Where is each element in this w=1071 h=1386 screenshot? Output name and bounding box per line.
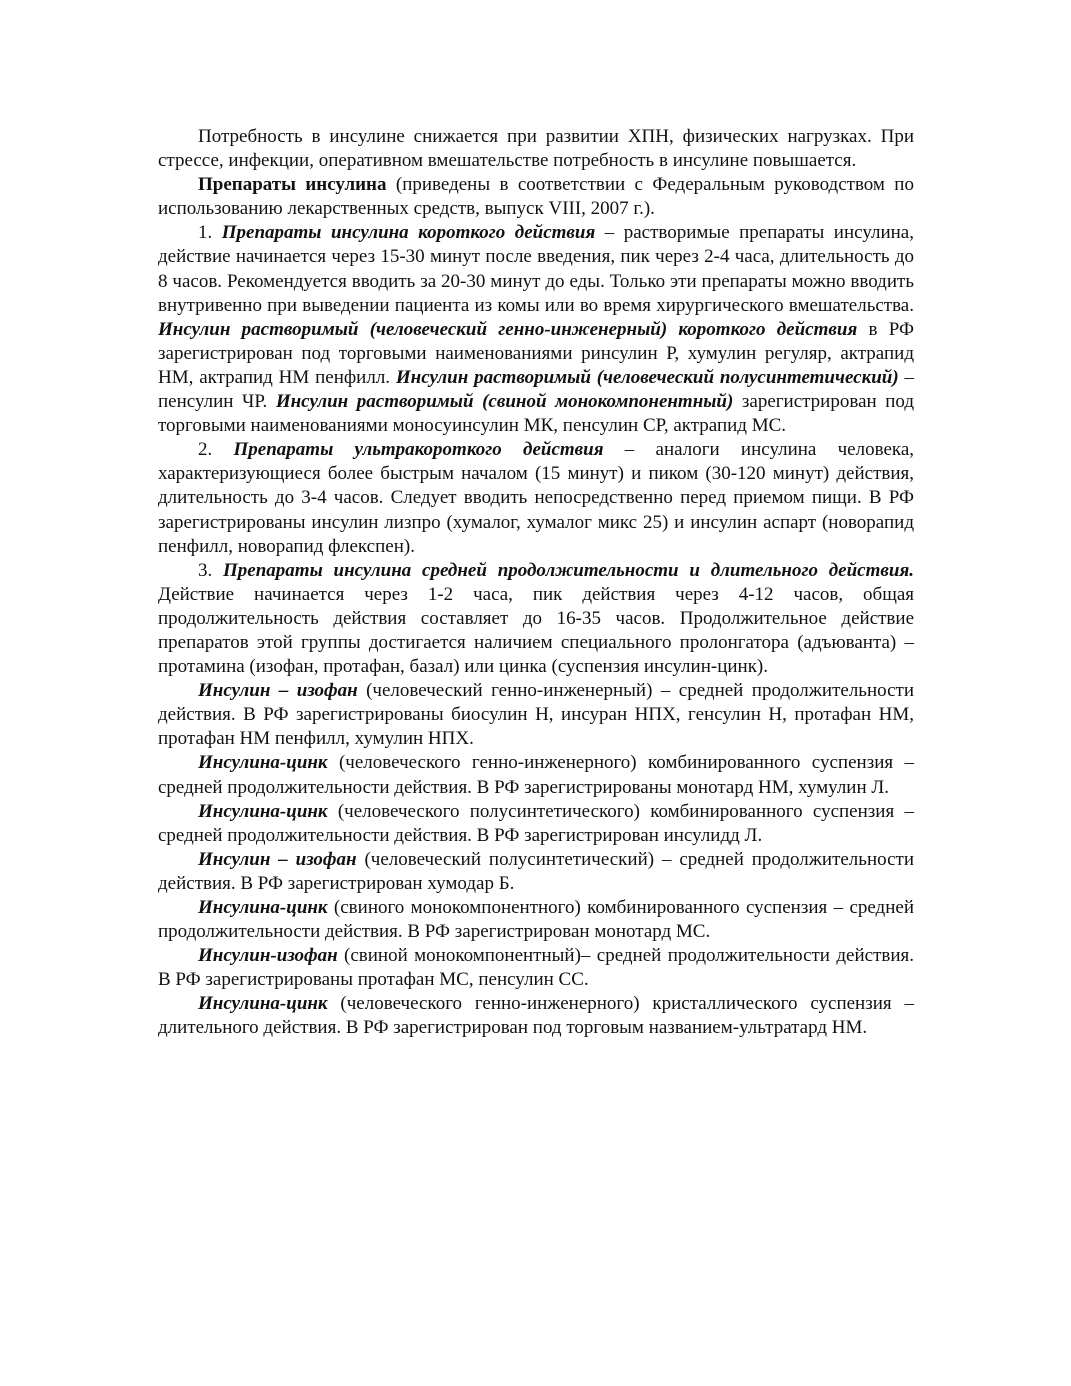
text-segment: Действие начинается через 1-2 часа, пик действия через 4-12 часов, общая продолжительность действия составляет до 16-35 часов. Продолжительное действие препаратов этой группы достигается наличием специального пролонгатора (адъюванта) – протамина (изофан, протафан, базал) или цинка (суспензия инсулин-цинк). <box>158 583 914 678</box>
paragraph-isophane-porcine <box>158 944 914 992</box>
term-insulin-isophane: Инсулин – изофан <box>198 680 358 702</box>
text-segment: – пенсулин ЧР. <box>158 366 914 413</box>
list-number: 1. <box>198 222 222 244</box>
text-segment: (свиной монокомпонентный)– средней продолжительности действия. В РФ зарегистрированы протафан МС, пенсулин СС. <box>158 945 914 991</box>
paragraph-intermediate-long-acting <box>158 559 914 679</box>
term-intermediate-long-acting: Препараты инсулина средней продолжительности и длительного действия. <box>223 559 914 581</box>
text-segment: – аналоги инсулина человека, характеризующиеся более быстрым началом (15 минут) и пиком (30-120 минут) действия, длительность до 3-4 часов. Следует вводить непосредственно перед приемом пищи. В РФ зарегистрированы инсулин лизпро (хумалог, хумалог микс 25) и инсулин аспарт (новорапид пенфилл, новорапид флекспен). <box>158 439 915 557</box>
term-short-acting: Препараты инсулина короткого действия <box>221 222 596 244</box>
text-segment: (человеческого генно-инженерного) кристаллического суспензия – длительного действия. В РФ зарегистрирован под торговым названием-ультратард НМ. <box>158 993 914 1039</box>
term-insulin-zinc: Инсулина-цинк <box>198 993 328 1015</box>
list-number: 3. <box>198 559 224 581</box>
list-number: 2. <box>198 439 234 461</box>
paragraph-short-acting <box>158 221 914 438</box>
term-insulin-isophane: Инсулин-изофан <box>198 945 338 967</box>
document-page <box>158 125 914 1041</box>
term-ultrashort-acting: Препараты ультракороткого действия <box>233 439 604 461</box>
text-segment: (человеческого генно-инженерного) комбинированного суспензия – средней продолжительности действия. В РФ зарегистрированы монотард НМ, хумулин Л. <box>158 752 914 798</box>
paragraph-zinc-human-genetic <box>158 751 914 799</box>
text-segment: (человеческого полусинтетического) комбинированного суспензия – средней продолжительности действия. В РФ зарегистрирован инсулидд Л. <box>158 800 914 846</box>
term-insulin-zinc: Инсулина-цинк <box>198 800 328 822</box>
text-segment: (приведены в соответствии с Федеральным руководством по использованию лекарственных средств, выпуск VIII, 2007 г.). <box>158 174 914 220</box>
paragraph-ultrashort-acting <box>158 438 914 558</box>
paragraph-isophane-human-semisynthetic <box>158 848 914 896</box>
heading-insulin-preparations: Препараты инсулина <box>198 174 387 196</box>
text-segment: – растворимые препараты инсулина, действие начинается через 15-30 минут после введения, пик через 2-4 часа, длительность до 8 часов. Рекомендуется вводить за 20-30 минут до еды. Только эти препараты можно вводить внутривенно при выведении пациента из комы или во время хирургического вмешательства. <box>158 222 914 316</box>
text-segment: (человеческий генно-инженерный) – средней продолжительности действия. В РФ зарегистрированы биосулин Н, инсуран НПХ, генсулин Н, протафан НМ, протафан НМ пенфилл, хумулин НПХ. <box>158 680 915 750</box>
text-segment: Потребность в инсулине снижается при развитии ХПН, физических нагрузках. При стрессе, инфекции, оперативном вмешательстве потребность в инсулине повышается. <box>158 126 914 172</box>
term-insulin-zinc: Инсулина-цинк <box>198 752 328 774</box>
term-soluble-human-semisynthetic: Инсулин растворимый (человеческий полусинтетический) <box>395 366 899 388</box>
paragraph-zinc-human-semisynthetic <box>158 800 914 848</box>
term-insulin-zinc: Инсулина-цинк <box>198 897 328 918</box>
paragraph-insulin-need <box>158 125 914 173</box>
paragraph-insulin-preparations-intro <box>158 173 914 221</box>
term-soluble-porcine: Инсулин растворимый (свиной монокомпонентный) <box>275 391 734 413</box>
term-insulin-isophane: Инсулин – изофан <box>198 848 357 870</box>
text-segment: (человеческий полусинтетический) – средней продолжительности действия. В РФ зарегистрирован хумодар Б. <box>158 848 914 894</box>
paragraph-zinc-crystalline <box>158 992 914 1040</box>
text-segment: зарегистрирован под торговыми наименованиями моносуинсулин МК, пенсулин СР, актрапид МС. <box>158 391 915 437</box>
text-segment: в РФ зарегистрирован под торговыми наименованиями ринсулин Р, хумулин регуляр, актрапид НМ, актрапид НМ пенфилл. <box>158 318 914 388</box>
term-soluble-human-genetic: Инсулин растворимый (человеческий генно-инженерный) короткого действия <box>158 318 858 340</box>
paragraph-isophane-human-genetic <box>158 679 914 751</box>
text-segment: (свиного монокомпонентного) комбинированного суспензия – средней продолжительности действия. В РФ зарегистрирован монотард МС. <box>158 897 914 943</box>
paragraph-zinc-porcine <box>158 896 914 944</box>
